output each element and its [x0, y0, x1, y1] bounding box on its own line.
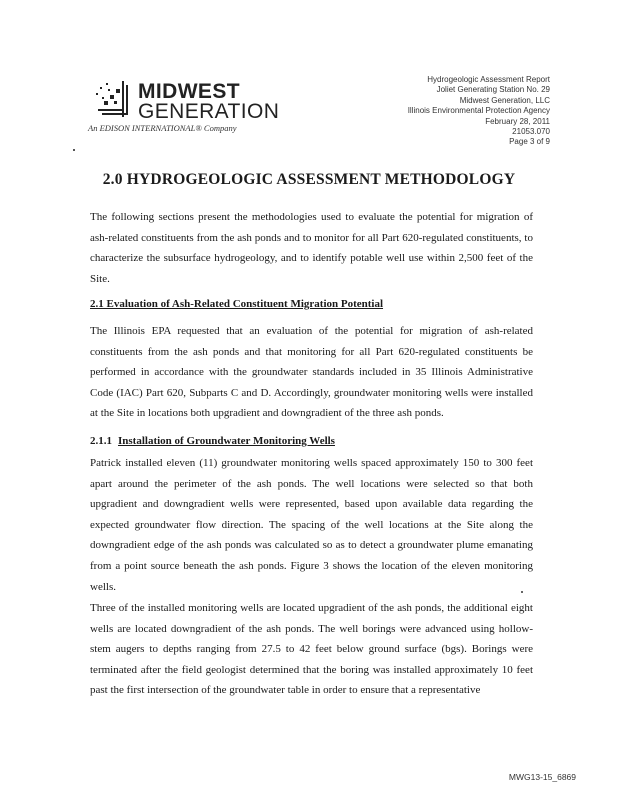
scan-mark — [73, 149, 75, 151]
report-meta-line: Joliet Generating Station No. 29 — [436, 85, 550, 95]
subsection-title: Installation of Groundwater Monitoring Wells — [118, 435, 335, 447]
bates-number: MWG13-15_6869 — [508, 772, 576, 782]
scan-mark — [521, 591, 523, 593]
midwest-generation-logo — [78, 73, 278, 135]
brand-name-line1: MIDWEST — [138, 80, 240, 103]
logo-mark-icon — [94, 79, 134, 121]
report-meta-line: Hydrogeologic Assessment Report — [427, 75, 550, 84]
section-heading-2-1: 2.1 Evaluation of Ash-Related Constituent Migration Potential — [90, 298, 384, 310]
page-title: 2.0 HYDROGEOLOGIC ASSESSMENT METHODOLOGY — [102, 171, 516, 188]
intro-paragraph: The following sections present the methodologies used to evaluate the potential for migration of ash-related constituents from the ash ponds and to monitor for all Part 620-regulated constituents, to characterize the subsurface hydrogeology, and to identify potable well use within 2,500 feet of the Site. — [90, 211, 533, 285]
section-2-1-1-paragraph-2: Three of the installed monitoring wells are located upgradient of the ash ponds, the additional eight wells are located downgradient of the ash ponds. The well borings were advanced using hollow-stem augers to depths ranging from 27.5 to 42 feet below ground surface (bgs). Borings were terminated after the field geologist determined that the boring was installed approximately 10 feet past the first intersection of the groundwater table in order to ensure that a representative — [90, 602, 533, 697]
brand-name-line2: GENERATION — [138, 100, 280, 123]
brand-tagline: An EDISON INTERNATIONAL® Company — [88, 123, 237, 133]
report-meta — [330, 75, 550, 148]
report-meta-line: Illinois Environmental Protection Agency — [407, 106, 550, 116]
section-2-1-1-paragraph-1: Patrick installed eleven (11) groundwater monitoring wells spaced approximately 150 to 300 feet apart around the perimeter of the ash ponds. The well locations were selected so that both upgradient and downgradient wells were represented, based upon available data regarding the expected groundwater flow direction. The spacing of the well locations at the Site along the downgradient edge of the ash ponds was calculated so as to detect a groundwater plume emanating from a point source beneath the ash ponds. Figure 3 shows the location of the eleven monitoring wells. — [90, 457, 533, 593]
subsection-heading-2-1-1 — [90, 435, 335, 447]
subsection-number: 2.1.1 — [90, 435, 112, 447]
report-meta-line: Midwest Generation, LLC — [459, 95, 550, 105]
report-meta-line: 21053.070 — [512, 127, 550, 137]
report-meta-line: February 28, 2011 — [485, 116, 550, 126]
report-meta-line: Page 3 of 9 — [509, 137, 550, 147]
section-2-1-paragraph: The Illinois EPA requested that an evaluation of the potential for migration of ash-related constituents from the ash ponds and that monitoring for all Part 620-regulated constituents be performed in accordance with the groundwater standards included in 35 Illinois Administrative Code (IAC) Part 620, Subparts C and D. Accordingly, groundwater monitoring wells were installed at the Site in locations both upgradient and downgradient of the three ash ponds. — [90, 325, 533, 420]
